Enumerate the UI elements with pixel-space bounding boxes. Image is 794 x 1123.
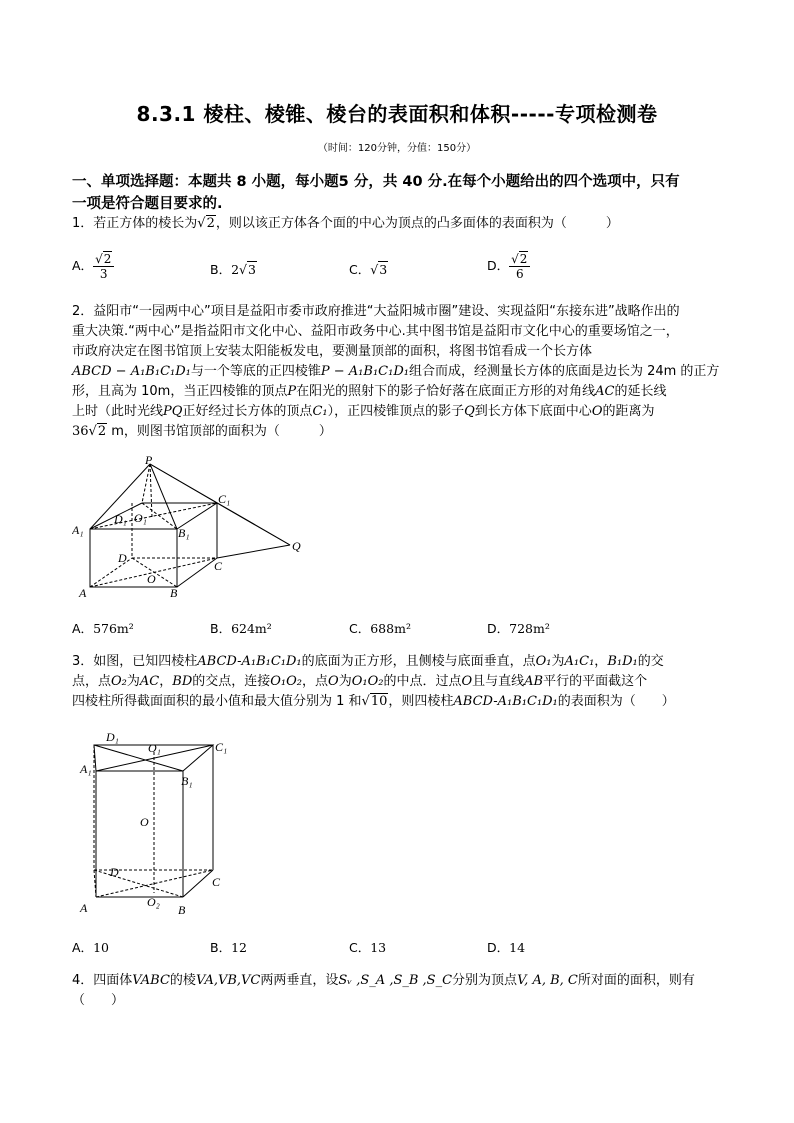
label-B1: B₁ xyxy=(178,526,190,540)
label-D: D xyxy=(118,551,127,565)
section-line-1: 一、单项选择题：本题共 8 小题，每小题5 分，共 40 分.在每个小题给出的四个选项中，只有 xyxy=(72,174,680,190)
question-1-stem: 1．若正方体的棱长为√2，则以该正方体各个面的中心为顶点的凸多面体的表面积为（ ） xyxy=(72,216,619,231)
option-b[interactable]: B．12 xyxy=(210,940,247,955)
fraction: $\frac{√2}{3}$ xyxy=(93,252,114,281)
section-line-2: 一项是符合题目要求的. xyxy=(72,196,223,212)
option-d[interactable]: D．14 xyxy=(487,940,526,955)
option-d[interactable]: D．728m² xyxy=(487,621,550,636)
label-D: D xyxy=(110,865,119,879)
page-title: 8.3.1 棱柱、棱锥、棱台的表面积和体积-----专项检测卷 xyxy=(136,102,658,126)
question-2-options xyxy=(72,619,732,639)
option-b[interactable]: B．624m² xyxy=(210,621,272,636)
option-a[interactable]: A． $\frac{√2}{3}$ xyxy=(72,252,114,281)
label-C: C xyxy=(212,875,221,889)
sqrt-expression: √2 xyxy=(197,216,215,231)
label-Q: Q xyxy=(292,539,301,553)
label-A1: A₁ xyxy=(72,523,84,537)
label-C1: C₁ xyxy=(215,740,228,754)
label-O1: O₁ xyxy=(148,741,161,755)
section-heading xyxy=(72,171,732,215)
exam-time-score: （时间：120分钟，分值：150分） xyxy=(317,143,477,154)
label-D1: D₁ xyxy=(114,512,127,526)
option-b[interactable]: B．2√3 xyxy=(210,262,256,277)
option-c[interactable]: C．√3 xyxy=(349,262,388,277)
label-A1: A₁ xyxy=(80,762,92,776)
question-3-options xyxy=(72,938,732,958)
label-O: O xyxy=(147,572,156,586)
fraction: $\frac{√2}{6}$ xyxy=(509,252,530,281)
option-a[interactable]: A．576m² xyxy=(72,621,134,636)
label-D1: D₁ xyxy=(106,730,119,744)
question-3-stem: 3．如图，已知四棱柱ABCD-A₁B₁C₁D₁的底面为正方形，且侧棱与底面垂直，点O₁为A₁C₁，B₁D₁的交 点，点O₂为AC，BD的交点，连接O₁O₂，点O为O₁O₂的中点．过点O且与直线AB平行的平面截这个 四棱柱所得截面面积的最小值和最大值分别为 1 和√10，则四棱柱ABCD-A₁B₁C₁D₁的表面积为（ ） xyxy=(72,654,675,709)
option-c[interactable]: C．13 xyxy=(349,940,387,955)
question-4-stem: 4．四面体VABC的棱VA,VB,VC两两垂直，设Sᵥ ,S_A ,S_B ,S_C分别为顶点V, A, B, C所对面的面积，则有 （ ） xyxy=(72,973,695,1008)
label-P: P xyxy=(145,455,153,467)
option-c[interactable]: C．688m² xyxy=(349,621,411,636)
label-O1: O₁ xyxy=(134,511,147,525)
option-a[interactable]: A．10 xyxy=(72,940,109,955)
question-1-options xyxy=(72,252,732,292)
label-C1: C₁ xyxy=(218,492,231,506)
label-A: A xyxy=(80,901,88,915)
label-O: O xyxy=(140,815,149,829)
question-2-stem: 2．益阳市“一园两中心”项目是益阳市委市政府推进“大益阳城市圈”建设、实现益阳“东接东进”战略作出的 重大决策.“两中心”是指益阳市文化中心、益阳市政务中心.其中图书馆是益阳市文化中心的重要场馆之一， 市政府决定在图书馆顶上安装太阳能板发电，要测量顶部的面积，将图书馆看成一个长方体 ABCD − A₁B₁C₁D₁与一个等底的正四棱锥P − A₁B₁C₁D₁组合而成，经测量长方体的底面是边长为 24m 的正方 形，且高为 10m，当正四棱锥的顶点P在阳光的照射下的影子恰好落在底面正方形的对角线AC的延长线 上时（此时光线PQ正好经过长方体的顶点C₁），正四棱锥顶点的影子Q到长方体下底面中心O的距离为 36√2 m，则图书馆顶部的面积为（ ） xyxy=(72,304,720,439)
figure-prism xyxy=(72,725,242,925)
label-O2: O₂ xyxy=(147,895,160,909)
option-d[interactable]: D． $\frac{√2}{6}$ xyxy=(487,252,530,281)
label-B: B xyxy=(170,586,178,600)
label-A: A xyxy=(79,586,87,600)
label-C: C xyxy=(214,559,223,573)
label-B: B xyxy=(178,903,186,917)
figure-library-solid xyxy=(72,455,312,605)
label-B1: B₁ xyxy=(181,774,193,788)
